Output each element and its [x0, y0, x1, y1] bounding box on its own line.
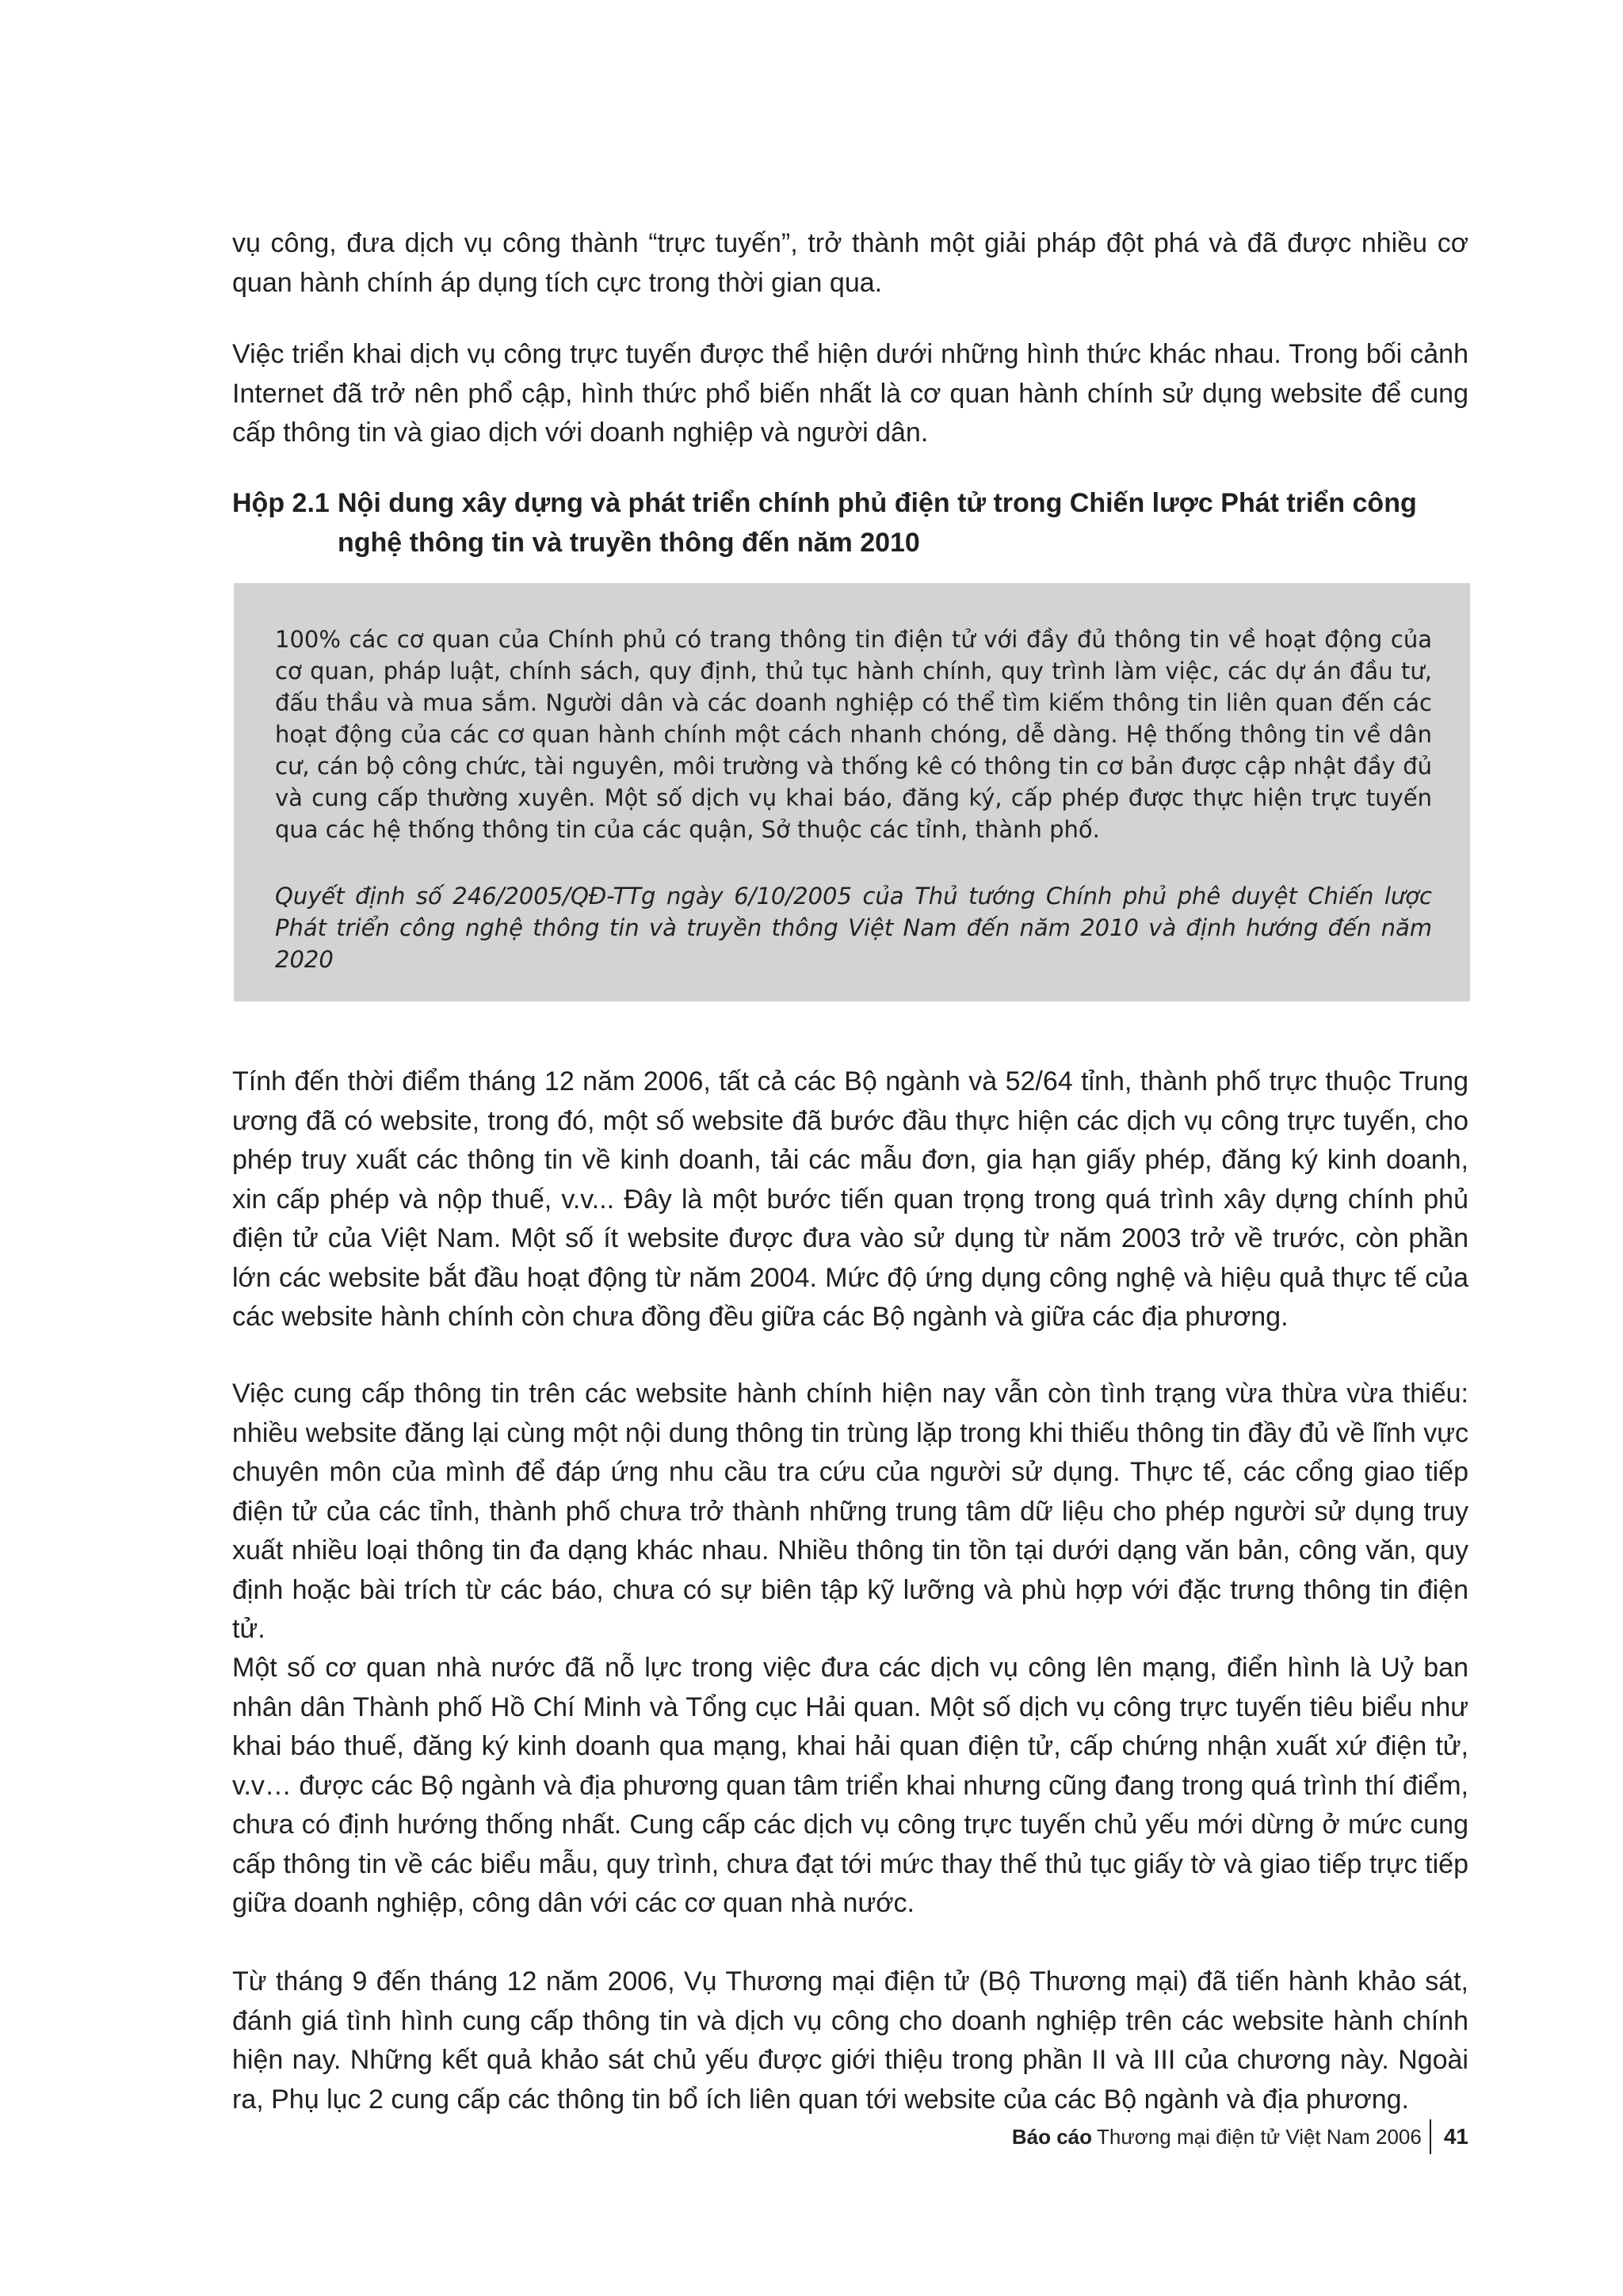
body-paragraph-1: vụ công, đưa dịch vụ công thành “trực tuyến”, trở thành một giải pháp đột phá và đã được nhiều cơ quan hành chính áp dụng tích cực trong thời gian qua.: [232, 228, 1468, 298]
page-footer: [1012, 2117, 1468, 2157]
page-number: 41: [1443, 2124, 1468, 2149]
box-label: Hộp 2.1: [232, 488, 330, 518]
footer-divider: [1430, 2119, 1431, 2154]
box-body-text: 100% các cơ quan của Chính phủ có trang thông tin điện tử với đầy đủ thông tin về hoạt động của cơ quan, pháp luật, chính sách, quy định, thủ tục hành chính, quy trình làm việc, các dự án đầu tư, đấu thầu và mua sắm. Người dân và các doanh nghiệp có thể tìm kiếm thông tin liên quan đến các hoạt động của các cơ quan hành chính một cách nhanh chóng, dễ dàng. Hệ thống thông tin về dân cư, cán bộ công chức, tài nguyên, môi trường và thống kê có thông tin cơ bản được cập nhật đầy đủ và cung cấp thường xuyên. Một số dịch vụ khai báo, đăng ký, cấp phép được thực hiện trực tuyến qua các hệ thống thông tin của các quận, Sở thuộc các tỉnh, thành phố.: [275, 626, 1432, 843]
box-title: Nội dung xây dựng và phát triển chính phủ điện tử trong Chiến lược Phát triển công nghệ thông tin và truyền thông đến năm 2010: [338, 488, 1417, 558]
info-box: [234, 583, 1470, 1001]
body-paragraph-6: Từ tháng 9 đến tháng 12 năm 2006, Vụ Thương mại điện tử (Bộ Thương mại) đã tiến hành khảo sát, đánh giá tình hình cung cấp thông tin và dịch vụ công cho doanh nghiệp trên các website hành chính hiện nay. Những kết quả khảo sát chủ yếu được giới thiệu trong phần II và III của chương này. Ngoài ra, Phụ lục 2 cung cấp các thông tin bổ ích liên quan tới website của các Bộ ngành và địa phương.: [232, 1966, 1468, 2115]
box-source-citation: Quyết định số 246/2005/QĐ-TTg ngày 6/10/2005 của Thủ tướng Chính phủ phê duyệt Chiến lược Phát triển công nghệ thông tin và truyền thông Việt Nam đến năm 2010 và định hướng đến năm 2020: [275, 883, 1432, 973]
body-paragraph-2: Việc triển khai dịch vụ công trực tuyến được thể hiện dưới những hình thức khác nhau. Trong bối cảnh Internet đã trở nên phổ cập, hình thức phổ biến nhất là cơ quan hành chính sử dụng website để cung cấp thông tin và giao dịch với doanh nghiệp và người dân.: [232, 339, 1468, 448]
footer-report-bold: Báo cáo: [1011, 2124, 1093, 2149]
body-paragraph-5: Một số cơ quan nhà nước đã nỗ lực trong việc đưa các dịch vụ công lên mạng, điển hình là Uỷ ban nhân dân Thành phố Hồ Chí Minh và Tổng cục Hải quan. Một số dịch vụ công trực tuyến tiêu biểu như khai báo thuế, đăng ký kinh doanh qua mạng, khai hải quan điện tử, cấp chứng nhận xuất xứ điện tử, v.v… được các Bộ ngành và địa phương quan tâm triển khai nhưng cũng đang trong quá trình thí điểm, chưa có định hướng thống nhất. Cung cấp các dịch vụ công trực tuyến chủ yếu mới dừng ở mức cung cấp thông tin về các biểu mẫu, quy trình, chưa đạt tới mức thay thế thủ tục giấy tờ và giao tiếp trực tiếp giữa doanh nghiệp, công dân với các cơ quan nhà nước.: [232, 1653, 1468, 1918]
body-paragraph-3: Tính đến thời điểm tháng 12 năm 2006, tất cả các Bộ ngành và 52/64 tỉnh, thành phố trực thuộc Trung ương đã có website, trong đó, một số website đã bước đầu thực hiện các dịch vụ công trực tuyến, cho phép truy xuất các thông tin về kinh doanh, tải các mẫu đơn, gia hạn giấy phép, đăng ký kinh doanh, xin cấp phép và nộp thuế, v.v... Đây là một bước tiến quan trọng trong quá trình xây dựng chính phủ điện tử của Việt Nam. Một số ít website được đưa vào sử dụng từ năm 2003 trở về trước, còn phần lớn các website bắt đầu hoạt động từ năm 2004. Mức độ ứng dụng công nghệ và hiệu quả thực tế của các website hành chính còn chưa đồng đều giữa các Bộ ngành và giữa các địa phương.: [232, 1066, 1468, 1332]
footer-report-title: Thương mại điện tử Việt Nam 2006: [1097, 2124, 1422, 2149]
body-paragraph-4: Việc cung cấp thông tin trên các website hành chính hiện nay vẫn còn tình trạng vừa thừa vừa thiếu: nhiều website đăng lại cùng một nội dung thông tin trùng lặp trong khi thiếu thông tin đầy đủ về lĩnh vực chuyên môn của mình để đáp ứng nhu cầu tra cứu của người sử dụng. Thực tế, các cổng giao tiếp điện tử của các tỉnh, thành phố chưa trở thành những trung tâm dữ liệu cho phép người sử dụng truy xuất nhiều loại thông tin đa dạng khác nhau. Nhiều thông tin tồn tại dưới dạng văn bản, công văn, quy định hoặc bài trích từ các báo, chưa có sự biên tập kỹ lưỡng và phù hợp với đặc trưng thông tin điện tử.: [232, 1379, 1468, 1644]
